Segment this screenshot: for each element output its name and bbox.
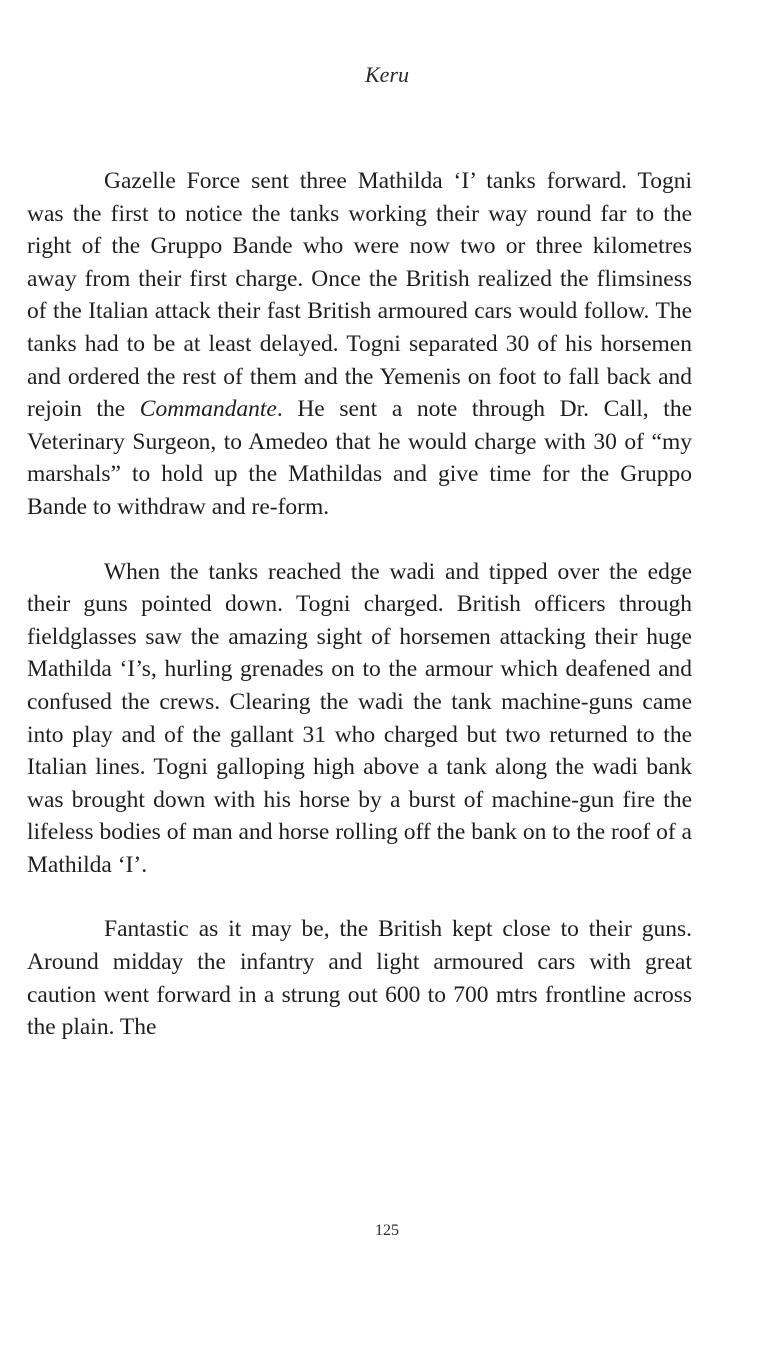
- paragraph-1-text-a: Gazelle Force sent three Mathilda ‘I’ tanks forward. Togni was the first to notice the tanks working their way round far to the right of the Gruppo Bande who were now two or three kilometres away from their first charge. Once the British realized the flimsiness of the Italian attack their fast British armoured cars would follow. The tanks had to be at least delayed. Togni separated 30 of his horsemen and ordered the rest of them and the Yemenis on foot to fall back and rejoin the: [27, 168, 692, 423]
- paragraph-1-italic-commandante: Commandante: [139, 396, 277, 423]
- running-head: Keru: [365, 62, 409, 87]
- paragraph-3: [27, 913, 692, 1043]
- paragraph-3-text: Fantastic as it may be, the British kept close to their guns. Around midday the infantry and light armoured cars with great caution went forward in a strung out 600 to 700 mtrs frontline across the plain. The: [27, 916, 692, 1041]
- paragraph-1-text-b: . He sent a note through Dr. Call, the Veterinary Surgeon, to Amedeo that he would charge with 30 of “my marshals” to hold up the Mathildas and give time for the Gruppo Bande to withdraw and re-form.: [27, 396, 693, 520]
- body-text: [27, 165, 692, 1044]
- paragraph-2: [27, 556, 692, 882]
- paragraph-2-text: When the tanks reached the wadi and tipped over the edge their guns pointed down. Togni charged. British officers through fieldglasses saw the amazing sight of horsemen attacking their huge Mathilda ‘I’s, hurling grenades on to the armour which deafened and confused the crews. Clearing the wadi the tank machine-guns came into play and of the gallant 31 who charged but two returned to the Italian lines. Togni galloping high above a tank along the wadi bank was brought down with his horse by a burst of machine-gun fire the lifeless bodies of man and horse rolling off the bank on to the roof of a Mathilda ‘I’.: [27, 558, 692, 878]
- paragraph-1: [27, 165, 692, 524]
- page-number: 125: [375, 1222, 399, 1239]
